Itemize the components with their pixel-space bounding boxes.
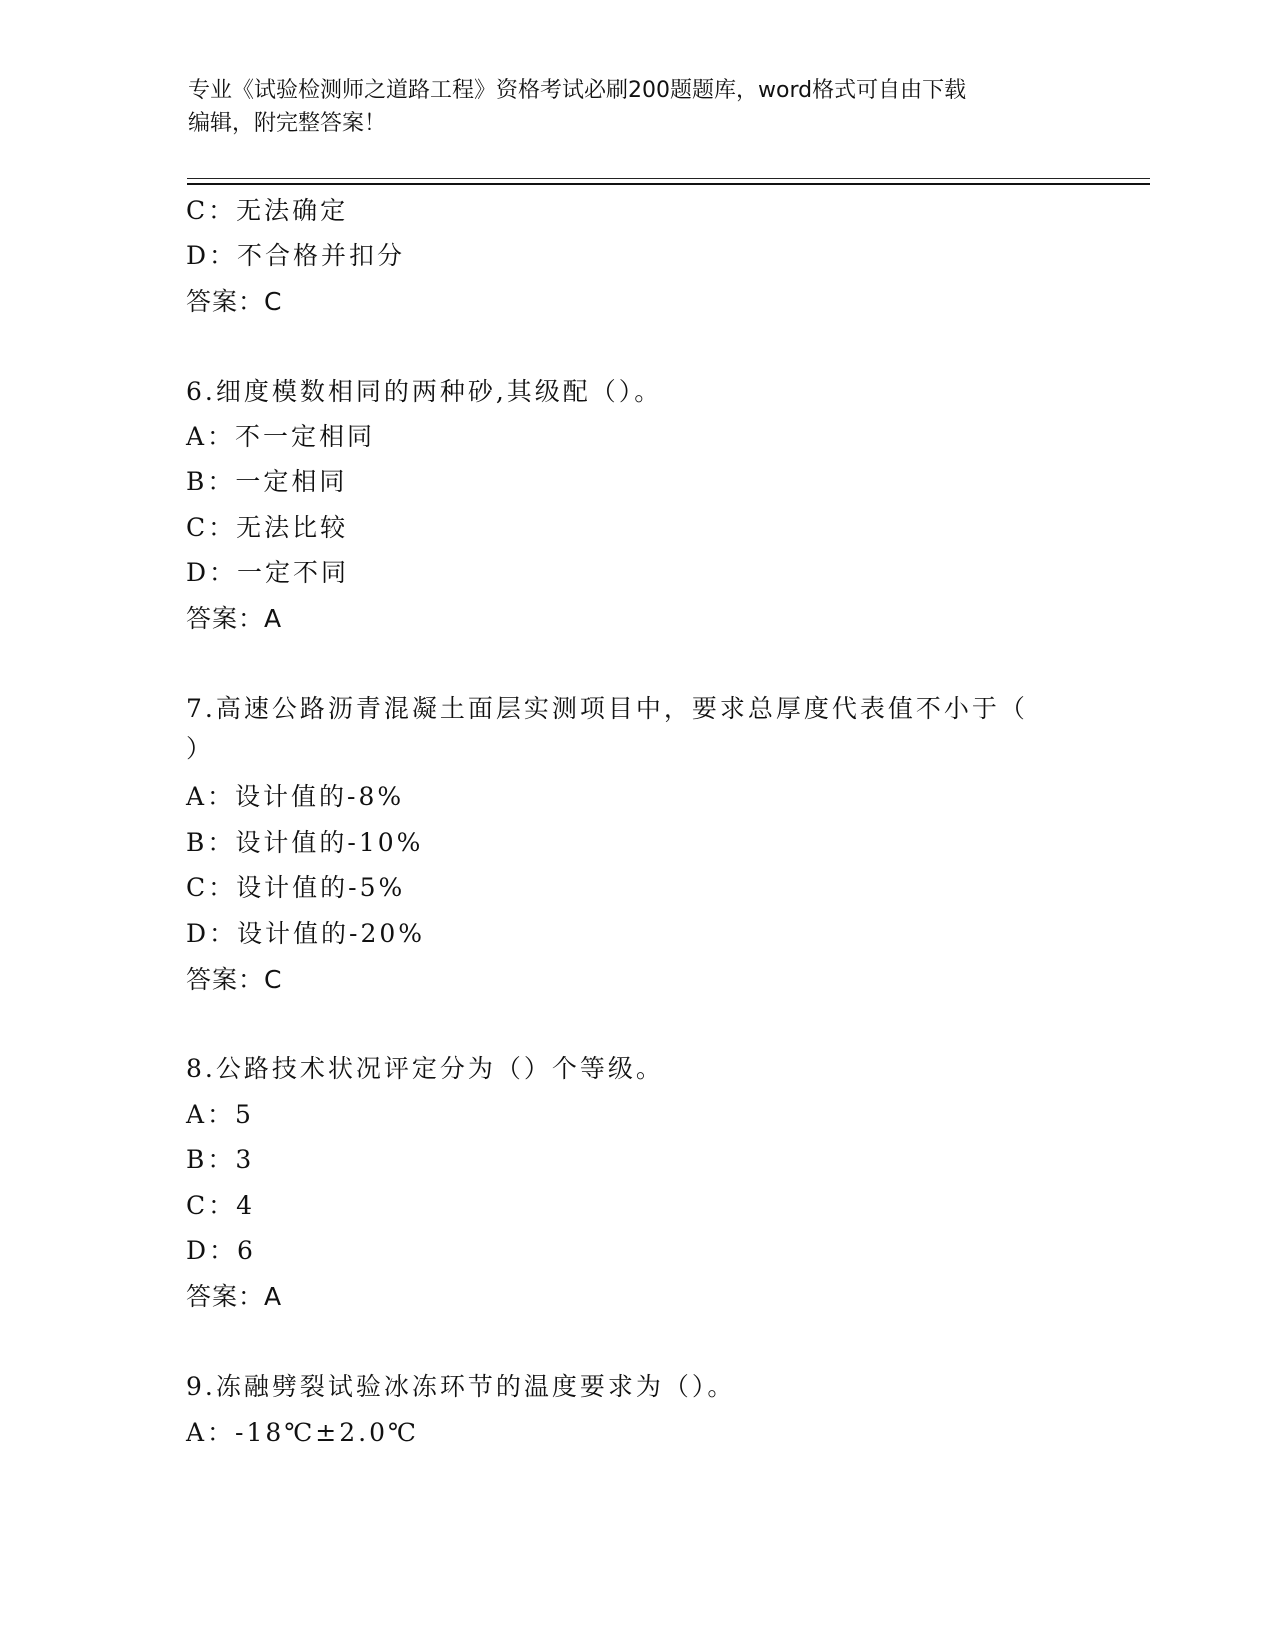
header-rule-bottom <box>187 183 1150 185</box>
q8-option-c: C：4 <box>186 1191 256 1220</box>
q5-option-c: C：无法确定 <box>186 196 349 225</box>
q7-option-b: B：设计值的-10% <box>186 828 424 857</box>
q8-question: 8.公路技术状况评定分为（）个等级。 <box>186 1054 664 1083</box>
q7-option-a: A：设计值的-8% <box>186 782 405 811</box>
q5-option-d: D：不合格并扣分 <box>186 241 406 270</box>
q8-answer: 答案：A <box>186 1282 283 1311</box>
q6-question: 6.细度模数相同的两种砂,其级配（）。 <box>186 377 663 406</box>
q6-option-a: A：不一定相同 <box>186 422 376 451</box>
q7-option-c: C：设计值的-5% <box>186 873 406 902</box>
q6-option-b: B：一定相同 <box>186 467 348 496</box>
q7-option-d: D：设计值的-20% <box>186 919 426 948</box>
q7-answer: 答案：C <box>186 965 283 994</box>
q5-answer: 答案：C <box>186 287 283 316</box>
q8-option-d: D：6 <box>186 1236 256 1265</box>
q9-option-a: A：-18℃±2.0℃ <box>186 1418 419 1447</box>
document-header <box>188 74 1068 140</box>
q8-option-b: B：3 <box>186 1145 255 1174</box>
q7-question-line-2: ） <box>186 734 215 763</box>
q6-option-c: C：无法比较 <box>186 513 349 542</box>
q6-option-d: D：一定不同 <box>186 558 350 587</box>
q8-option-a: A：5 <box>186 1100 254 1129</box>
header-line-2: 编辑，附完整答案！ <box>188 111 387 136</box>
header-rule-top <box>187 178 1150 179</box>
q9-question: 9.冻融劈裂试验冰冻环节的温度要求为（）。 <box>186 1372 736 1401</box>
q7-question-line-1: 7.高速公路沥青混凝土面层实测项目中，要求总厚度代表值不小于（ <box>186 694 1028 723</box>
header-line-1: 专业《试验检测师之道路工程》资格考试必刷200题题库，word格式可自由下载 <box>188 78 967 103</box>
q6-answer: 答案：A <box>186 604 283 633</box>
